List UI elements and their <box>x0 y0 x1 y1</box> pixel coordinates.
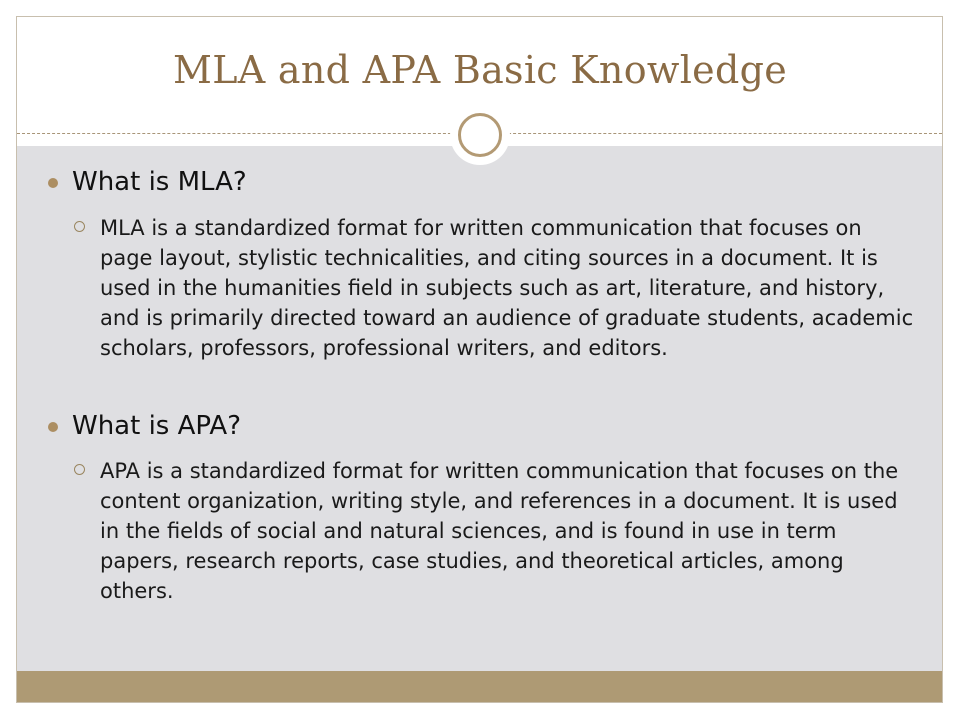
slide-title: MLA and APA Basic Knowledge <box>173 48 787 92</box>
heading-text: What is APA? <box>72 411 241 441</box>
body-text: APA is a standardized format for written communication that focuses on the content organization, writing style, and references in a document. It is used in the fields of social and natural sciences, and is found in use in term papers, research reports, case studies, and theoretical articles, among others. <box>100 459 899 603</box>
heading-text: What is MLA? <box>72 167 247 197</box>
bullet-dot-icon <box>48 178 58 188</box>
body-text: MLA is a standardized format for written communication that focuses on page layout, stylistic technicalities, and citing sources in a document. It is used in the humanities field in subjects such as art, literature, and history, and is primarily directed toward an audience of graduate students, academic scholars, professors, professional writers, and editors. <box>100 216 914 360</box>
circle-bullet-icon <box>74 221 85 232</box>
bullet-body-apa <box>100 456 920 606</box>
bullet-body-mla <box>100 213 920 363</box>
bullet-dot-icon <box>48 422 58 432</box>
bullet-heading-apa <box>72 411 241 441</box>
footer-bar <box>17 671 942 702</box>
circle-bullet-icon <box>74 464 85 475</box>
ring-ornament-icon <box>450 105 510 165</box>
bullet-heading-mla <box>72 167 247 197</box>
